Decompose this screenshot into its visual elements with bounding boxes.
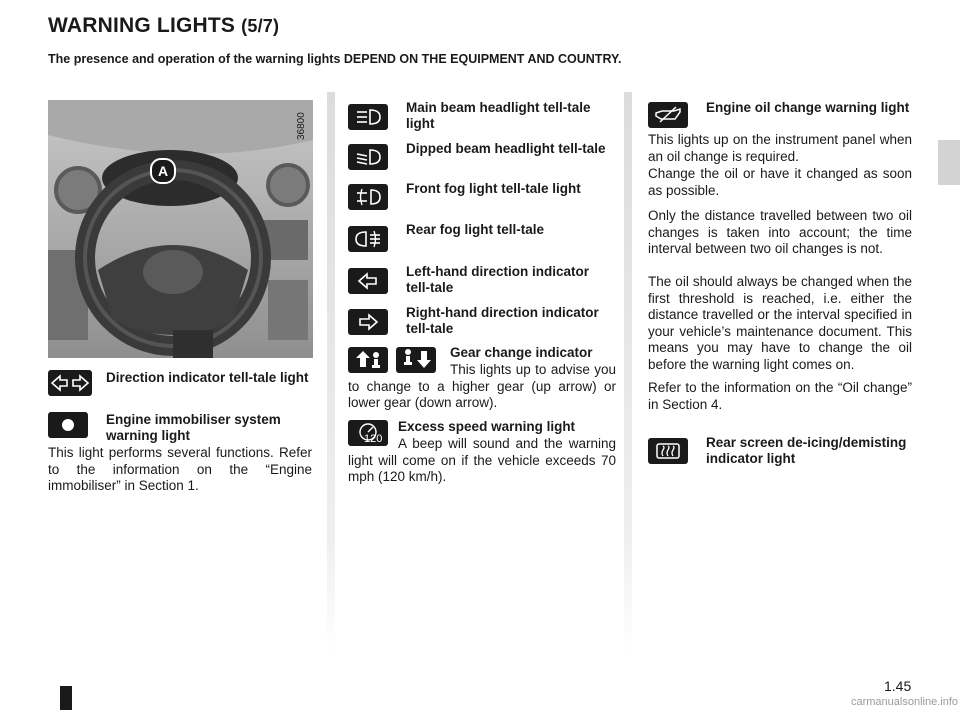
watermark: carmanualsonline.info (850, 696, 958, 708)
oil-change-text-1: This lights up on the instrument panel when an oil change is required. (648, 132, 912, 164)
gear-change-label: Gear change indicator (450, 345, 593, 360)
front-fog-label: Front fog light tell-tale light (406, 181, 581, 196)
rear-screen-demist-icon (648, 438, 688, 464)
intro-text: The presence and operation of the warning lights DEPEND ON THE EQUIPMENT AND COUNTRY. (48, 52, 622, 66)
column-separator-2 (624, 92, 632, 652)
main-beam-label: Main beam headlight tell-tale light (406, 100, 591, 131)
oil-change-text-3: Only the distance travelled between two oil changes is taken into account; the time interval between two oil changes is not. (648, 208, 912, 256)
right-indicator-icon (348, 309, 388, 335)
excess-speed-text: A beep will sound and the warning light will come on if the vehicle exceeds 70 mph (120 km/h). (348, 436, 616, 484)
excess-speed-label: Excess speed warning light (398, 419, 576, 434)
rear-fog-label: Rear fog light tell-tale (406, 222, 545, 237)
dashboard-photo (48, 100, 313, 358)
right-indicator-label: Right-hand direction indicator tell-tale (406, 305, 599, 336)
photo-reference: 36800 (296, 112, 307, 140)
main-beam-icon (348, 104, 388, 130)
column-separator-1 (327, 92, 335, 652)
gear-change-text: This lights up to advise you to change to a higher gear (up arrow) or lower gear (down arrow). (348, 362, 616, 410)
direction-indicator-icon (48, 370, 92, 396)
photo-marker-a: A (150, 158, 176, 184)
section-tab (938, 140, 960, 185)
direction-indicator-label: Direction indicator tell-tale light (106, 370, 309, 385)
dipped-beam-label: Dipped beam headlight tell-tale (406, 141, 606, 156)
page-number: 1.45 (884, 678, 912, 694)
excess-speed-icon-value: 120 (364, 433, 383, 445)
engine-immobiliser-icon (48, 412, 88, 438)
rear-fog-icon (348, 226, 388, 252)
dipped-beam-icon (348, 144, 388, 170)
left-indicator-icon (348, 268, 388, 294)
engine-immobiliser-label: Engine immobiliser system warning light (106, 412, 281, 443)
oil-change-text-2: Change the oil or have it changed as soon as possible. (648, 166, 912, 198)
engine-immobiliser-text: This light performs several functions. Refer to the information on the “Engine immobiliser” in Section 1. (48, 445, 312, 493)
front-fog-icon (348, 184, 388, 210)
page-title: WARNING LIGHTS (5/7) (48, 14, 280, 37)
oil-change-text-5: Refer to the information on the “Oil change” in Section 4. (648, 380, 912, 412)
oil-change-text-4: The oil should always be changed when the first threshold is reached, i.e. either the distance travelled or the interval specified in your vehicle’s maintenance document. This means you may have to change the oil before the warning light comes on. (648, 274, 912, 372)
rear-screen-demist-label: Rear screen de-icing/demisting indicator light (706, 435, 907, 466)
oil-change-label: Engine oil change warning light (706, 100, 910, 115)
left-indicator-label: Left-hand direction indicator tell-tale (406, 264, 590, 295)
page-edge-marker (60, 686, 72, 710)
oil-change-icon (648, 102, 688, 128)
